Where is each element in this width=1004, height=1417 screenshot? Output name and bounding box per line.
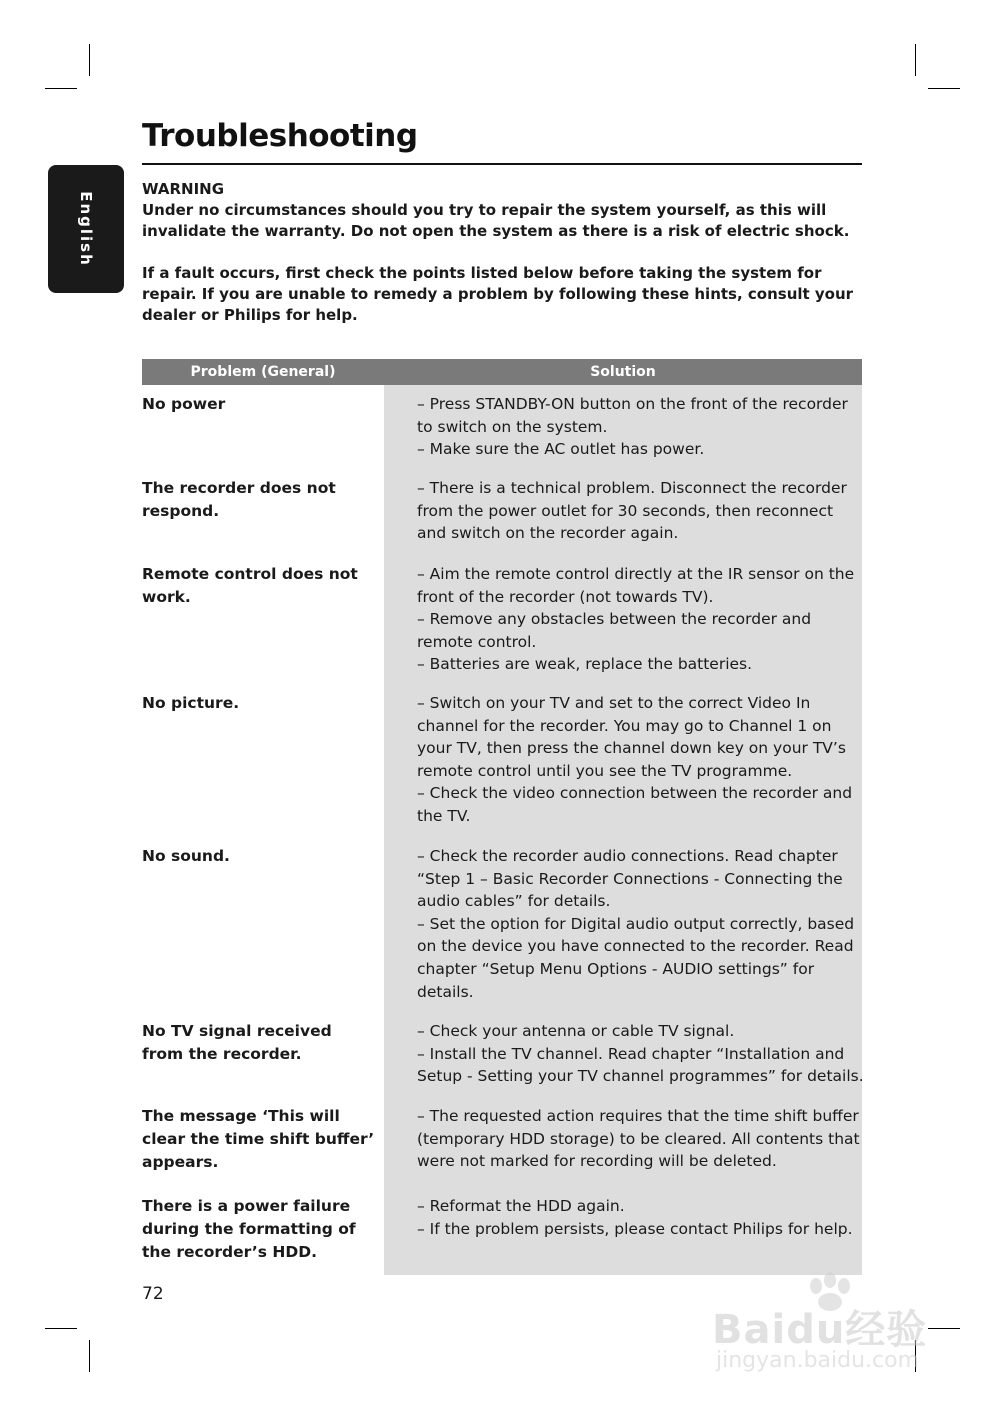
crop-mark xyxy=(45,1328,77,1329)
solution-item: – There is a technical problem. Disconnect the recorder from the power outlet for 30 seconds, then reconnect and switch on the recorder again. xyxy=(417,479,847,543)
solution-item: – Reformat the HDD again. xyxy=(417,1197,625,1215)
solution-cell xyxy=(417,692,867,828)
problem-cell: The recorder does not respond. xyxy=(142,479,336,520)
solution-item: – Check your antenna or cable TV signal. xyxy=(417,1022,735,1040)
solution-cell xyxy=(417,563,867,676)
crop-mark xyxy=(89,1340,90,1372)
solution-item: – Press STANDBY-ON button on the front of the recorder to switch on the system. xyxy=(417,395,848,436)
solution-cell xyxy=(417,393,867,461)
advice-text: If a fault occurs, first check the points listed below before taking the system for repair. If you are unable to remedy a problem by following these hints, consult your dealer or Philips for help. xyxy=(142,264,854,324)
solution-item: – Set the option for Digital audio output correctly, based on the device you have connected to the recorder. Read chapter “Setup Menu Options - AUDIO settings” for details. xyxy=(417,914,855,1001)
problem-cell: No sound. xyxy=(142,847,230,865)
solution-cell xyxy=(417,477,867,545)
baidu-watermark xyxy=(712,1272,952,1382)
solution-item: – Batteries are weak, replace the batteries. xyxy=(417,655,753,674)
problem-cell: Remote control does not work. xyxy=(142,565,358,606)
language-tab xyxy=(48,165,124,293)
solution-item: – Switch on your TV and set to the correct Video In channel for the recorder. You may go to Channel 1 on your TV, then press the channel down key on your TV’s remote control until you see the TV programme. xyxy=(417,694,846,780)
problem-cell: No TV signal received from the recorder. xyxy=(142,1022,332,1063)
solution-item: – Install the TV channel. Read chapter “Installation and Setup - Setting your TV channel programmes” for details. xyxy=(417,1044,864,1086)
solution-item: – Remove any obstacles between the recorder and remote control. xyxy=(417,610,812,651)
solution-cell xyxy=(417,1195,867,1240)
solution-item: – Check the video connection between the recorder and the TV. xyxy=(417,784,853,825)
crop-mark xyxy=(89,44,90,76)
language-label: English xyxy=(77,191,95,267)
problem-cell: No picture. xyxy=(142,694,240,712)
solution-item: – The requested action requires that the time shift buffer (temporary HDD storage) to be cleared. All contents that were not marked for recording will be deleted. xyxy=(417,1107,860,1171)
crop-mark xyxy=(915,44,916,76)
page-number: 72 xyxy=(142,1284,164,1304)
problem-cell: The message ‘This will clear the time shift buffer’ appears. xyxy=(142,1107,375,1171)
solution-item: – Check the recorder audio connections. Read chapter “Step 1 – Basic Recorder Connections - Connecting the audio cables” for details. xyxy=(417,847,843,911)
problem-cell: There is a power failure during the formatting of the recorder’s HDD. xyxy=(142,1197,356,1261)
table-header xyxy=(142,359,862,385)
solution-cell xyxy=(417,1020,867,1088)
watermark-url: jingyan.baidu.com xyxy=(716,1348,920,1373)
solution-cell xyxy=(417,845,867,1003)
solution-item: – Make sure the AC outlet has power. xyxy=(417,440,705,459)
warning-block xyxy=(142,179,872,326)
crop-mark xyxy=(45,88,77,89)
crop-mark xyxy=(928,88,960,89)
problem-cell: No power xyxy=(142,395,226,413)
title-divider xyxy=(142,163,862,165)
solution-column-header: Solution xyxy=(590,364,656,380)
solution-cell xyxy=(417,1105,867,1173)
warning-text: Under no circumstances should you try to repair the system yourself, as this will invalidate the warranty. Do not open the system as there is a risk of electric shock. xyxy=(142,201,850,240)
solution-item: – If the problem persists, please contact Philips for help. xyxy=(417,1219,853,1238)
problem-column-header: Problem (General) xyxy=(190,364,336,380)
solution-item: – Aim the remote control directly at the IR sensor on the front of the recorder (not towards TV). xyxy=(417,565,855,606)
troubleshooting-table xyxy=(142,359,864,1261)
page-title: Troubleshooting xyxy=(142,118,418,154)
warning-heading: WARNING xyxy=(142,180,225,198)
watermark-logo: Baidu经验 xyxy=(712,1307,928,1353)
